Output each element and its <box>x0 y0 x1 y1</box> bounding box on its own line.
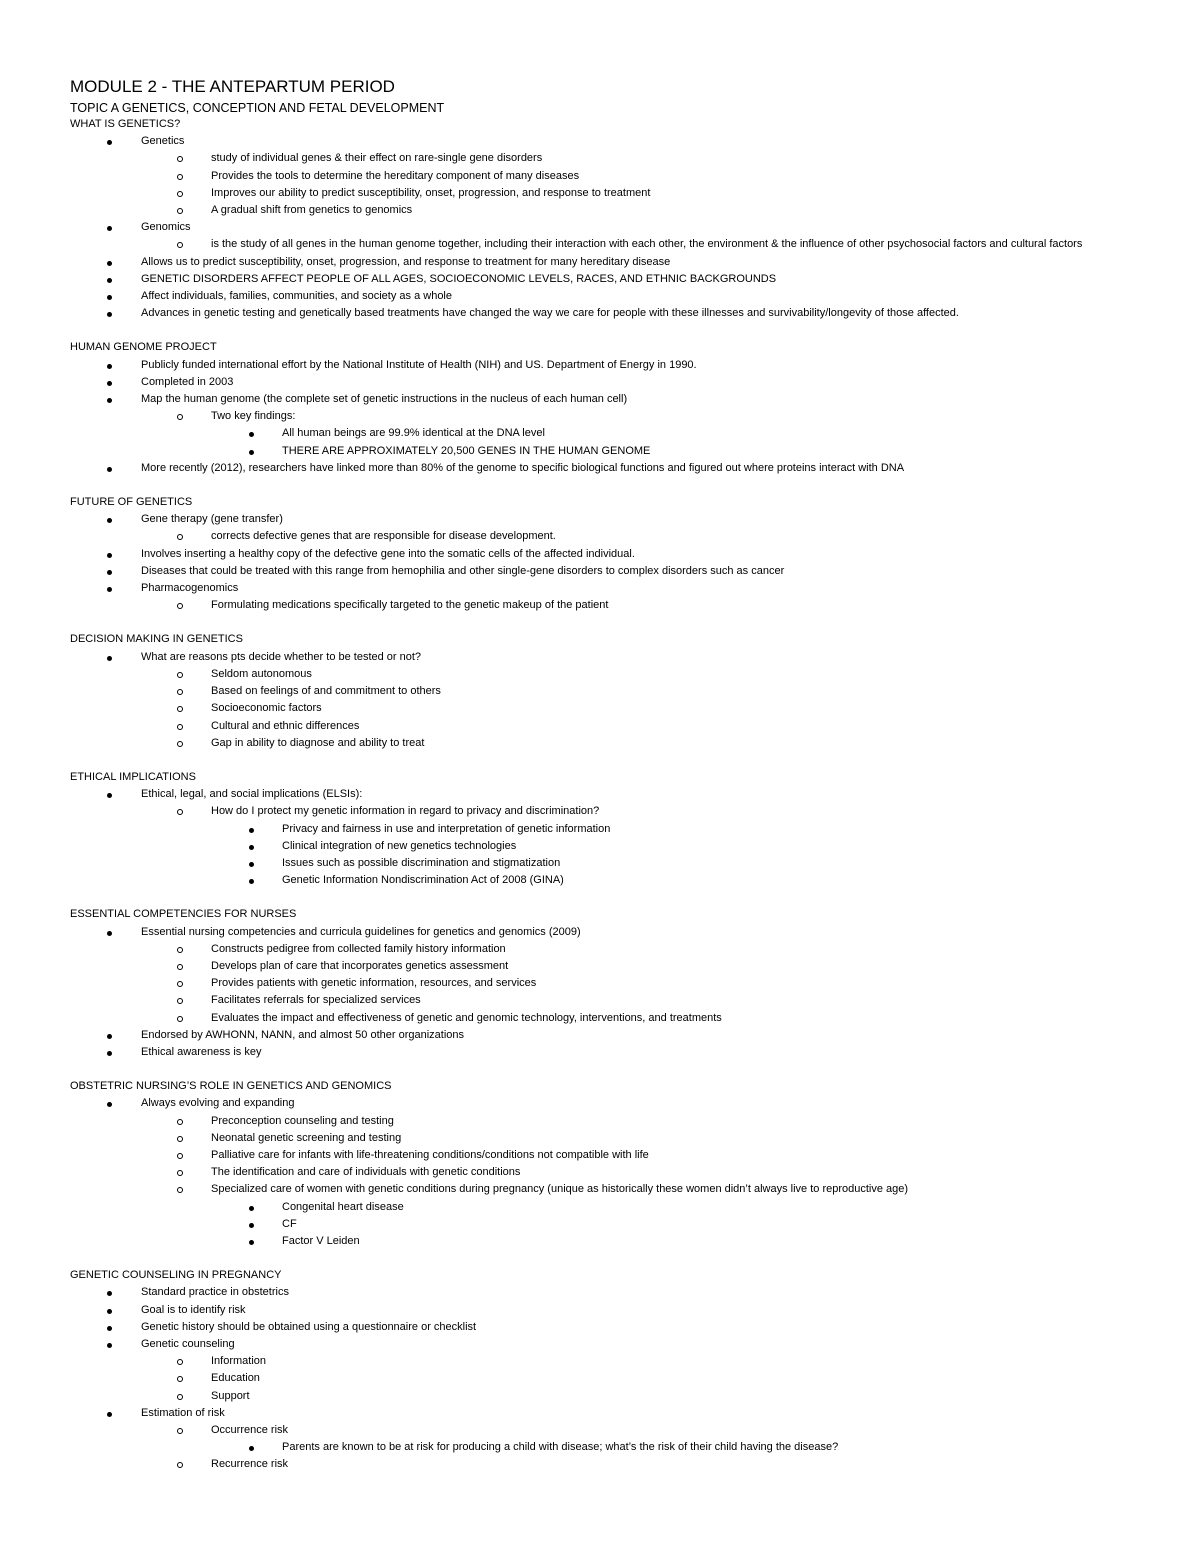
list-item: Issues such as possible discrimination and stigmatization <box>70 855 1140 872</box>
bullet-list <box>70 357 1140 477</box>
list-item: Always evolving and expanding <box>70 1095 1140 1112</box>
list-item: Involves inserting a healthy copy of the defective gene into the somatic cells of the affected individual. <box>70 546 1140 563</box>
section <box>70 339 1140 477</box>
list-item: Genetics <box>70 133 1140 150</box>
list-item: Develops plan of care that incorporates genetics assessment <box>70 958 1140 975</box>
section <box>70 494 1140 614</box>
section <box>70 631 1140 751</box>
list-item: Congenital heart disease <box>70 1199 1140 1216</box>
list-item: Estimation of risk <box>70 1405 1140 1422</box>
list-item: What are reasons pts decide whether to be tested or not? <box>70 649 1140 666</box>
list-item: Goal is to identify risk <box>70 1302 1140 1319</box>
list-item: Clinical integration of new genetics technologies <box>70 838 1140 855</box>
list-item: Parents are known to be at risk for producing a child with disease; what’s the risk of their child having the disease? <box>70 1439 1140 1456</box>
list-item: Genetic counseling <box>70 1336 1140 1353</box>
list-item: Affect individuals, families, communities, and society as a whole <box>70 288 1140 305</box>
list-item: Ethical awareness is key <box>70 1044 1140 1061</box>
section-heading: ESSENTIAL COMPETENCIES FOR NURSES <box>70 908 297 921</box>
list-item: Map the human genome (the complete set of genetic instructions in the nucleus of each human cell) <box>70 391 1140 408</box>
bullet-list <box>70 649 1140 752</box>
bullet-list <box>70 1095 1140 1250</box>
page-subtitle: TOPIC A GENETICS, CONCEPTION AND FETAL DEVELOPMENT <box>70 101 445 115</box>
list-item: Two key findings: <box>70 408 1140 425</box>
section-heading: OBSTETRIC NURSING’S ROLE IN GENETICS AND GENOMICS <box>70 1080 392 1093</box>
list-item: Constructs pedigree from collected family history information <box>70 941 1140 958</box>
list-item: The identification and care of individuals with genetic conditions <box>70 1164 1140 1181</box>
list-item: corrects defective genes that are responsible for disease development. <box>70 528 1140 545</box>
list-item: Essential nursing competencies and curricula guidelines for genetics and genomics (2009) <box>70 924 1140 941</box>
list-item: study of individual genes & their effect on rare-single gene disorders <box>70 150 1140 167</box>
list-item: Facilitates referrals for specialized services <box>70 992 1140 1009</box>
list-item: Endorsed by AWHONN, NANN, and almost 50 other organizations <box>70 1027 1140 1044</box>
section <box>70 116 1140 322</box>
list-item: is the study of all genes in the human genome together, including their interaction with each other, the environment & the influence of other psychosocial factors and cultural factors <box>70 236 1140 253</box>
list-item: Education <box>70 1370 1140 1387</box>
list-item: Advances in genetic testing and genetically based treatments have changed the way we care for people with these illnesses and survivability/longevity of those affected. <box>70 305 1140 322</box>
list-item: Recurrence risk <box>70 1456 1140 1473</box>
list-item: Neonatal genetic screening and testing <box>70 1130 1140 1147</box>
section-heading: GENETIC COUNSELING IN PREGNANCY <box>70 1269 282 1282</box>
section-heading: WHAT IS GENETICS? <box>70 118 181 130</box>
list-item: Ethical, legal, and social implications (ELSIs): <box>70 786 1140 803</box>
list-item: Improves our ability to predict susceptibility, onset, progression, and response to treatment <box>70 185 1140 202</box>
list-item: Information <box>70 1353 1140 1370</box>
list-item: Support <box>70 1388 1140 1405</box>
list-item: GENETIC DISORDERS AFFECT PEOPLE OF ALL AGES, SOCIOECONOMIC LEVELS, RACES, AND ETHNIC BACKGROUNDS <box>70 271 1140 288</box>
list-item: Genetic Information Nondiscrimination Act of 2008 (GINA) <box>70 872 1140 889</box>
list-item: Cultural and ethnic differences <box>70 718 1140 735</box>
list-item: Based on feelings of and commitment to others <box>70 683 1140 700</box>
list-item: THERE ARE APPROXIMATELY 20,500 GENES IN THE HUMAN GENOME <box>70 443 1140 460</box>
bullet-list <box>70 511 1140 614</box>
list-item: All human beings are 99.9% identical at the DNA level <box>70 425 1140 442</box>
list-item: Gap in ability to diagnose and ability to treat <box>70 735 1140 752</box>
section-heading: ETHICAL IMPLICATIONS <box>70 770 196 783</box>
section-heading: HUMAN GENOME PROJECT <box>70 341 217 354</box>
list-item: Publicly funded international effort by the National Institute of Health (NIH) and US. Department of Energy in 1990. <box>70 357 1140 374</box>
document-body <box>70 116 1140 1474</box>
list-item: Occurrence risk <box>70 1422 1140 1439</box>
list-item: Genetic history should be obtained using a questionnaire or checklist <box>70 1319 1140 1336</box>
list-item: More recently (2012), researchers have linked more than 80% of the genome to specific biological functions and figured out where proteins interact with DNA <box>70 460 1140 477</box>
section-heading: FUTURE OF GENETICS <box>70 496 193 509</box>
list-item: Gene therapy (gene transfer) <box>70 511 1140 528</box>
list-item: Seldom autonomous <box>70 666 1140 683</box>
list-item: CF <box>70 1216 1140 1233</box>
section-heading: DECISION MAKING IN GENETICS <box>70 633 243 646</box>
list-item: Genomics <box>70 219 1140 236</box>
list-item: Palliative care for infants with life-threatening conditions/conditions not compatible with life <box>70 1147 1140 1164</box>
list-item: Diseases that could be treated with this range from hemophilia and other single-gene disorders to complex disorders such as cancer <box>70 563 1140 580</box>
list-item: Completed in 2003 <box>70 374 1140 391</box>
list-item: Formulating medications specifically targeted to the genetic makeup of the patient <box>70 597 1140 614</box>
bullet-list <box>70 133 1140 322</box>
bullet-list <box>70 1284 1140 1473</box>
bullet-list <box>70 786 1140 889</box>
list-item: Provides the tools to determine the hereditary component of many diseases <box>70 168 1140 185</box>
list-item: A gradual shift from genetics to genomics <box>70 202 1140 219</box>
list-item: Specialized care of women with genetic conditions during pregnancy (unique as historically these women didn’t always live to reproductive age) <box>70 1181 1140 1198</box>
list-item: Socioeconomic factors <box>70 700 1140 717</box>
list-item: Preconception counseling and testing <box>70 1113 1140 1130</box>
section <box>70 1267 1140 1473</box>
bullet-list <box>70 924 1140 1062</box>
list-item: Provides patients with genetic information, resources, and services <box>70 975 1140 992</box>
page-title: MODULE 2 - THE ANTEPARTUM PERIOD <box>70 77 395 96</box>
list-item: Standard practice in obstetrics <box>70 1284 1140 1301</box>
section <box>70 1078 1140 1250</box>
section <box>70 769 1140 889</box>
section <box>70 906 1140 1061</box>
list-item: Pharmacogenomics <box>70 580 1140 597</box>
list-item: Allows us to predict susceptibility, onset, progression, and response to treatment for many hereditary disease <box>70 254 1140 271</box>
list-item: Evaluates the impact and effectiveness of genetic and genomic technology, interventions, and treatments <box>70 1010 1140 1027</box>
list-item: Privacy and fairness in use and interpretation of genetic information <box>70 821 1140 838</box>
list-item: Factor V Leiden <box>70 1233 1140 1250</box>
document-page <box>70 76 1140 1491</box>
list-item: How do I protect my genetic information in regard to privacy and discrimination? <box>70 803 1140 820</box>
